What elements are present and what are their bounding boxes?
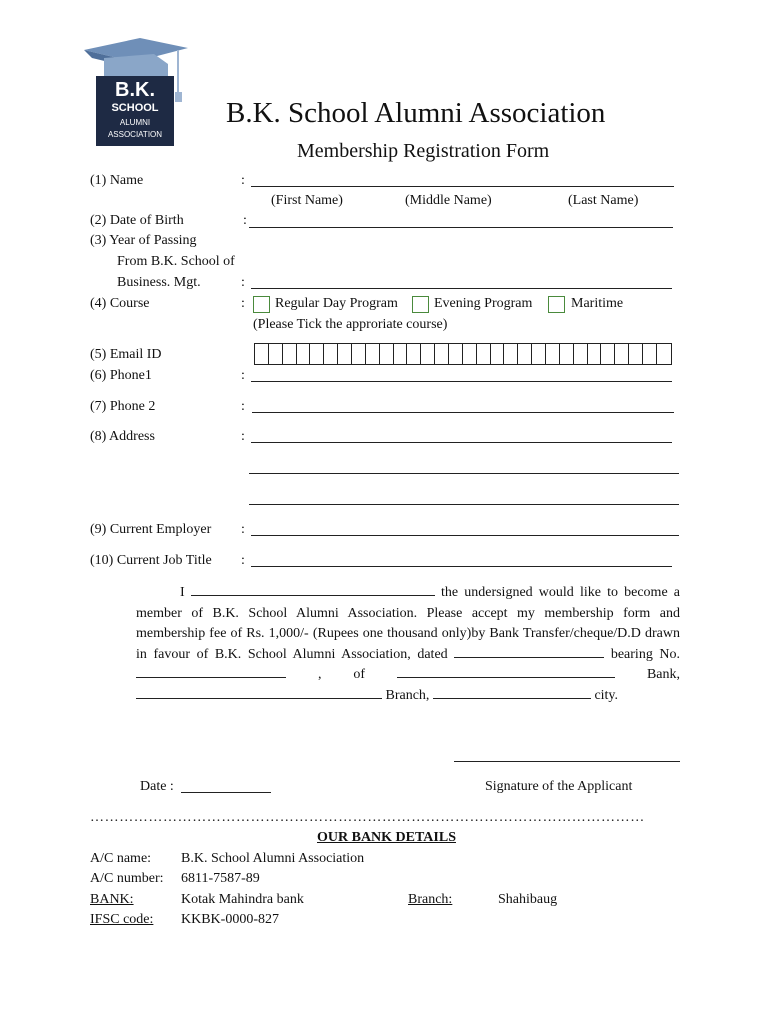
- year-of-passing-label-3: Business. Mgt.: [117, 275, 201, 290]
- signature-line[interactable]: [454, 761, 680, 762]
- logo-text-bk: B.K.: [115, 79, 155, 101]
- employer-colon: :: [241, 522, 245, 537]
- regular-day-checkbox[interactable]: [253, 296, 270, 313]
- phone2-colon: :: [241, 399, 245, 414]
- page-title: B.K. School Alumni Association: [226, 97, 606, 129]
- declaration-of: , of: [317, 667, 366, 682]
- date-input-line[interactable]: [181, 792, 271, 793]
- regular-day-label: Regular Day Program: [275, 296, 398, 311]
- year-of-passing-colon: :: [241, 275, 245, 290]
- employer-input-line[interactable]: [251, 535, 679, 536]
- branch-value: Shahibaug: [498, 892, 558, 907]
- declaration-body: the undersigned would like to become a member of B.K. School Alumni Association. Please accept my membership form and membership fee of Rs. 1,000/- (Rupees one thousand only)by Bank Transfer/cheque/D.D drawn in favour of B.K. School Alumni Association, dated: [136, 585, 681, 662]
- date-label: Date :: [140, 779, 174, 794]
- phone1-colon: :: [241, 368, 245, 383]
- email-char-grid[interactable]: [254, 343, 672, 365]
- dotted-separator: ……………………………………………………………………………………………………: [90, 810, 645, 825]
- declaration-city: city.: [594, 687, 619, 703]
- name-colon: :: [241, 173, 245, 188]
- declaration-branch: Branch,: [385, 687, 430, 703]
- first-name-caption: (First Name): [271, 193, 343, 208]
- phone2-input-line[interactable]: [252, 412, 674, 413]
- ifsc-value: KKBK-0000-827: [181, 912, 279, 927]
- employer-label: (9) Current Employer: [90, 522, 212, 537]
- name-label: (1) Name: [90, 173, 144, 188]
- last-name-caption: (Last Name): [568, 193, 639, 208]
- bank-label: BANK:: [90, 892, 134, 907]
- city-blank[interactable]: [433, 686, 591, 699]
- bank-name-blank[interactable]: [397, 665, 615, 678]
- phone1-label: (6) Phone1: [90, 368, 152, 383]
- year-of-passing-label-2: From B.K. School of: [117, 254, 235, 269]
- logo-text-school: SCHOOL: [111, 102, 159, 114]
- dob-colon: :: [243, 213, 247, 228]
- address-input-line-2[interactable]: [249, 473, 679, 474]
- maritime-label: Maritime: [571, 296, 624, 311]
- job-title-input-line[interactable]: [251, 566, 672, 567]
- ac-name-value: B.K. School Alumni Association: [181, 851, 365, 866]
- dated-blank[interactable]: [454, 645, 604, 658]
- job-title-colon: :: [241, 553, 245, 568]
- course-colon: :: [241, 296, 245, 311]
- ac-number-value: 6811-7587-89: [181, 871, 260, 886]
- signature-label: Signature of the Applicant: [485, 779, 633, 794]
- address-label: (8) Address: [90, 429, 155, 444]
- logo: [82, 36, 190, 146]
- phone1-input-line[interactable]: [251, 381, 672, 382]
- ac-name-label: A/C name:: [90, 851, 152, 866]
- bank-value: Kotak Mahindra bank: [181, 892, 304, 907]
- logo-text-association: ASSOCIATION: [107, 130, 163, 139]
- maritime-checkbox[interactable]: [548, 296, 565, 313]
- declaration-bearing-no: bearing No.: [610, 646, 681, 662]
- declaration-bank: Bank,: [646, 667, 681, 682]
- evening-program-checkbox[interactable]: [412, 296, 429, 313]
- phone2-label: (7) Phone 2: [90, 399, 156, 414]
- address-input-line-3[interactable]: [249, 504, 679, 505]
- branch-blank[interactable]: [136, 686, 382, 699]
- name-input-line[interactable]: [251, 186, 674, 187]
- dob-label: (2) Date of Birth: [90, 213, 184, 228]
- branch-label: Branch:: [408, 892, 453, 907]
- year-of-passing-input-line[interactable]: [251, 288, 672, 289]
- ifsc-label: IFSC code:: [90, 912, 154, 927]
- job-title-label: (10) Current Job Title: [90, 553, 212, 568]
- year-of-passing-label-1: (3) Year of Passing: [90, 233, 197, 248]
- course-hint: (Please Tick the approriate course): [253, 317, 448, 332]
- address-colon: :: [241, 429, 245, 444]
- declarant-name-blank[interactable]: [191, 583, 435, 596]
- logo-text-alumni: ALUMNI: [119, 118, 151, 127]
- form-subtitle: Membership Registration Form: [297, 140, 550, 162]
- dob-input-line[interactable]: [249, 227, 673, 228]
- declaration-paragraph: [136, 583, 680, 706]
- declaration-i: I: [180, 585, 185, 600]
- middle-name-caption: (Middle Name): [405, 193, 492, 208]
- bank-details-heading: OUR BANK DETAILS: [317, 830, 456, 845]
- address-input-line-1[interactable]: [251, 442, 672, 443]
- course-label: (4) Course: [90, 296, 150, 311]
- email-label: (5) Email ID: [90, 347, 162, 362]
- evening-program-label: Evening Program: [434, 296, 533, 311]
- ac-number-label: A/C number:: [90, 871, 164, 886]
- cheque-number-blank[interactable]: [136, 665, 286, 678]
